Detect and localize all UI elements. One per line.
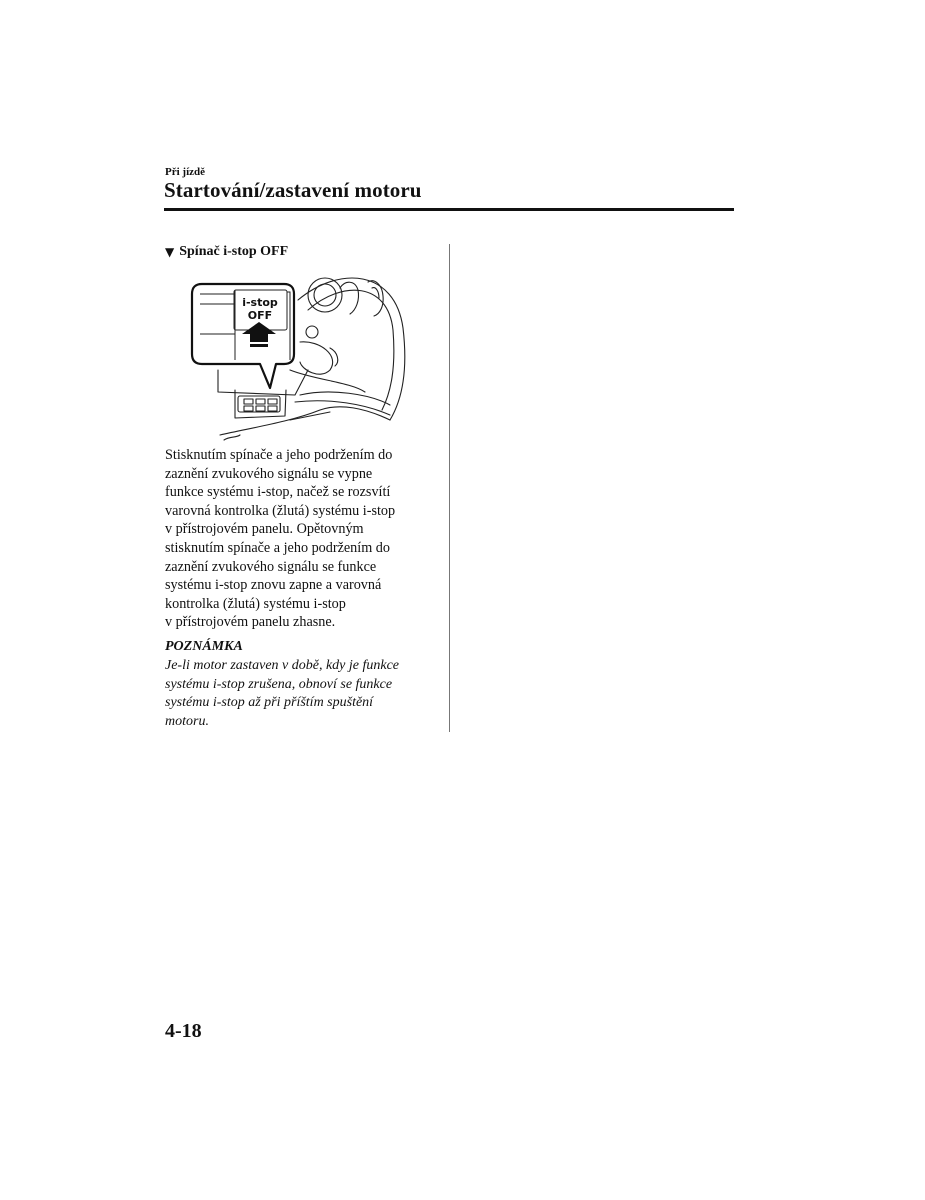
- title-rule: [164, 208, 734, 211]
- body-line: systému i-stop znovu zapne a varovná: [165, 577, 382, 594]
- i-stop-off-switch-illustration: [190, 270, 410, 445]
- column-divider: [449, 244, 450, 732]
- body-line: funkce systému i-stop, načež se rozsvítí: [165, 484, 391, 501]
- note-line: Je-li motor zastaven v době, kdy je funkce: [165, 658, 400, 673]
- note-line: systému i-stop zrušena, obnoví se funkce: [165, 676, 393, 692]
- body-line: kontrolka (žlutá) systému i-stop: [165, 595, 346, 612]
- body-line: v přístrojovém panelu. Opětovným: [165, 521, 364, 538]
- section-heading: [165, 244, 288, 260]
- note-line: systému i-stop až při příštím spuštění: [165, 695, 374, 711]
- switch-label-line1: i-stop: [242, 296, 278, 309]
- body-line: zaznění zvukového signálu se funkce: [165, 558, 377, 575]
- body-line: zaznění zvukového signálu se vypne: [165, 465, 373, 482]
- switch-label-line2: OFF: [247, 309, 273, 322]
- page-title: Startování/zastavení motoru: [164, 178, 422, 202]
- body-line: stisknutím spínače a jeho podržením do: [165, 539, 390, 556]
- body-line: Stisknutím spínače a jeho podržením do: [165, 447, 393, 463]
- body-line: v přístrojovém panelu zhasne.: [165, 614, 336, 631]
- body-line: varovná kontrolka (žlutá) systému i-stop: [165, 502, 396, 519]
- note-heading: POZNÁMKA: [165, 639, 243, 654]
- body-text: [165, 446, 435, 632]
- chapter-label: Při jízdě: [165, 166, 206, 178]
- triangle-bullet-icon: ▼: [165, 245, 175, 259]
- note-line: motoru.: [165, 713, 209, 729]
- section-heading-text: Spínač i-stop OFF: [179, 244, 289, 259]
- page-number: 4-18: [165, 1020, 202, 1042]
- note-text: [165, 657, 435, 731]
